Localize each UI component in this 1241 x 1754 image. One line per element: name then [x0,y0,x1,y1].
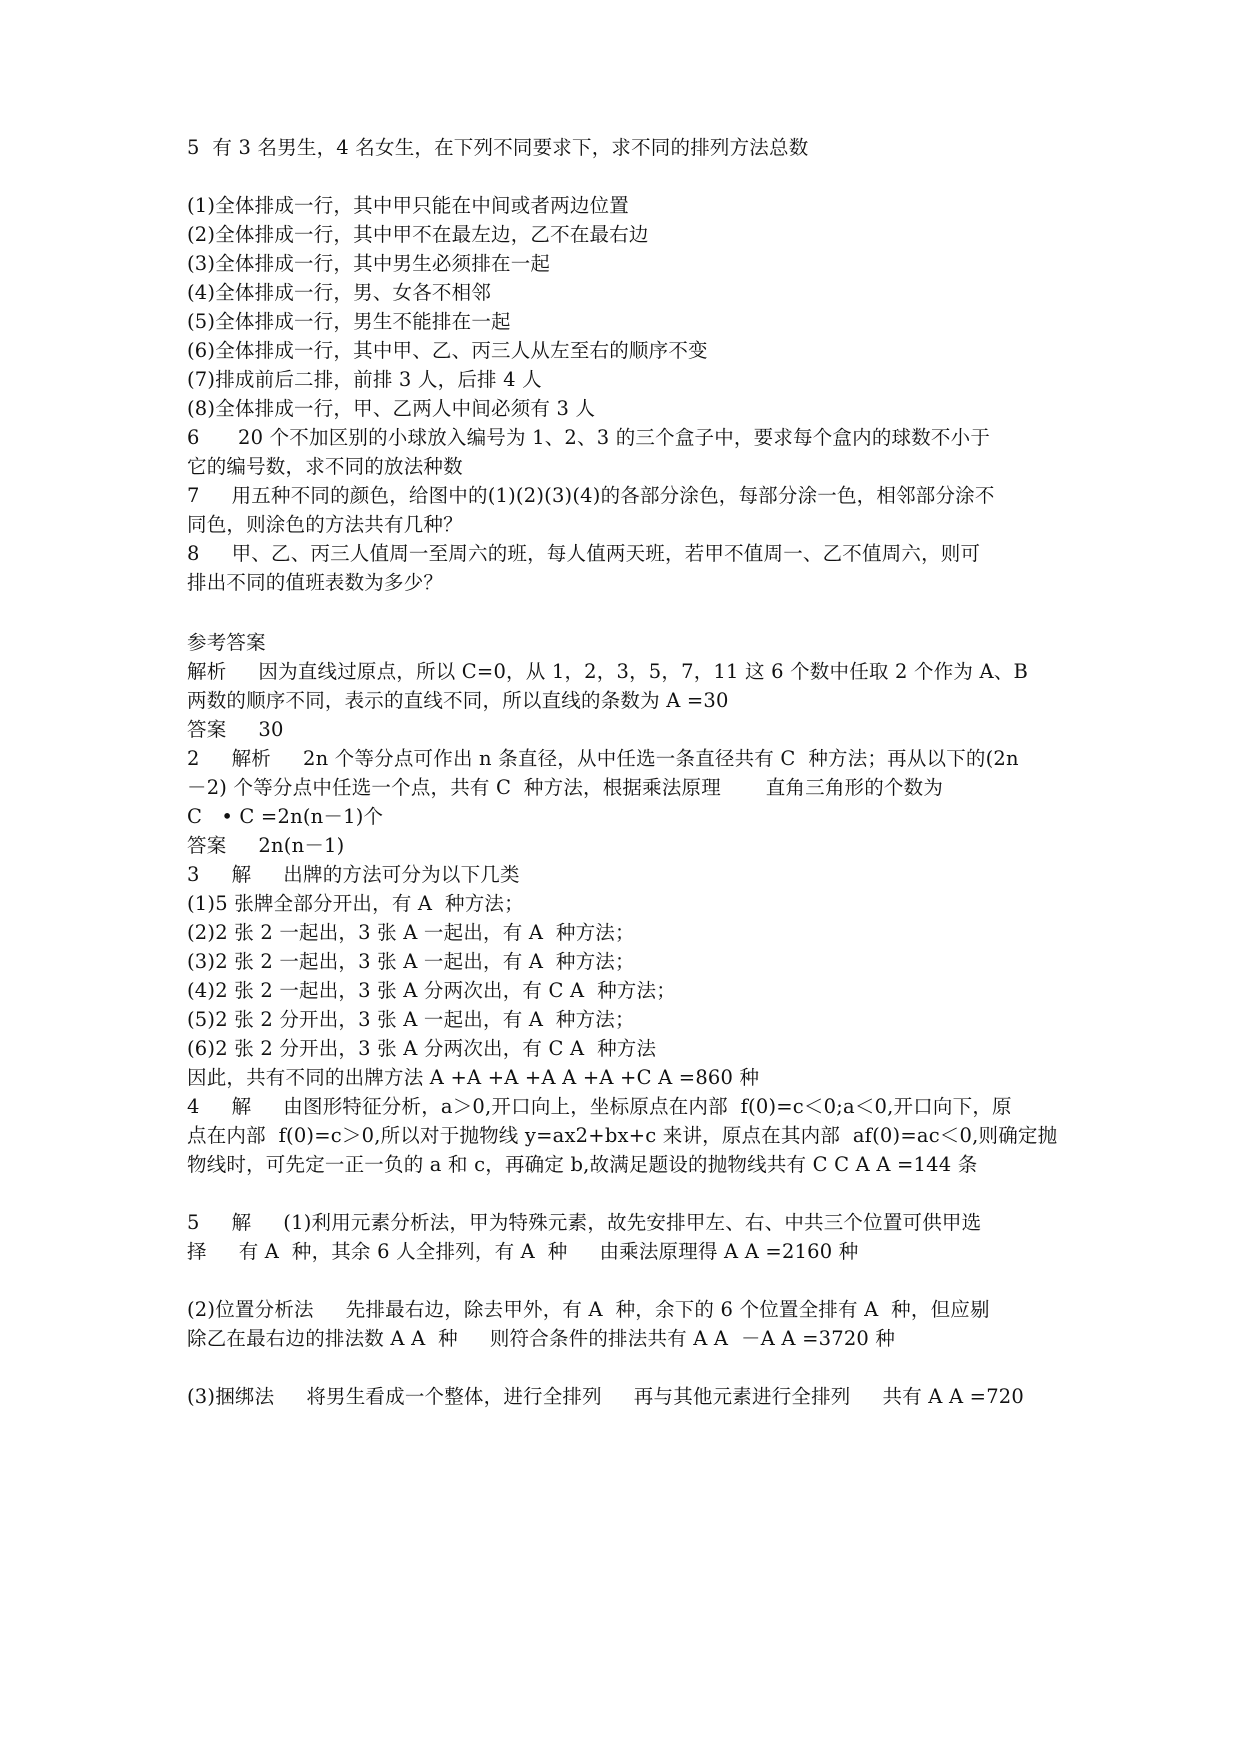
answer-5-part-3-line-1: (3)捆绑法 将男生看成一个整体，进行全排列 再与其他元素进行全排列 共有 A A =720 [187,1385,1025,1408]
answer-1-line-1: 解析 因为直线过原点，所以 C=0，从 1，2，3，5，7，11 这 6 个数中任取 2 个作为 A、B [187,660,1029,683]
problem-5-item-8: (8)全体排成一行，甲、乙两人中间必须有 3 人 [187,397,596,420]
problem-8-line-2: 排出不同的值班表数为多少？ [187,571,444,594]
problem-5-item-4: (4)全体排成一行，男、女各不相邻 [187,281,492,304]
answer-3-line-1: 3 解 出牌的方法可分为以下几类 [187,863,520,886]
problem-5-item-2: (2)全体排成一行，其中甲不在最左边，乙不在最右边 [187,223,649,246]
answer-3-case-2: (2)2 张 2 一起出，3 张 A 一起出，有 A 种方法； [187,921,635,944]
answer-3-case-1: (1)5 张牌全部分开出，有 A 种方法； [187,892,524,915]
answer-3-case-4: (4)2 张 2 一起出，3 张 A 分两次出，有 C A 种方法； [187,979,676,1002]
answer-5-part-1-line-1: 5 解 (1)利用元素分析法，甲为特殊元素，故先安排甲左、右、中共三个位置可供甲选 [187,1211,982,1234]
answer-1-line-2: 两数的顺序不同，表示的直线不同，所以直线的条数为 A =30 [187,689,729,712]
answer-3-case-5: (5)2 张 2 分开出，3 张 A 一起出，有 A 种方法； [187,1008,635,1031]
answer-3-case-6: (6)2 张 2 分开出，3 张 A 分两次出，有 C A 种方法 [187,1037,657,1060]
answer-2-line-1: 2 解析 2n 个等分点可作出 n 条直径，从中任选一条直径共有 C 种方法；再从以下的(2n [187,747,1019,770]
problem-6-line-2: 它的编号数，求不同的放法种数 [187,455,463,478]
problem-8-line-1: 8 甲、乙、丙三人值周一至周六的班，每人值两天班，若甲不值周一、乙不值周六，则可 [187,542,981,565]
problem-5-item-1: (1)全体排成一行，其中甲只能在中间或者两边位置 [187,194,629,217]
answer-3-case-3: (3)2 张 2 一起出，3 张 A 一起出，有 A 种方法； [187,950,635,973]
problem-7-line-1: 7 用五种不同的颜色，给图中的(1)(2)(3)(4)的各部分涂色，每部分涂一色，相邻部分涂不 [187,484,995,507]
problem-5-item-3: (3)全体排成一行，其中男生必须排在一起 [187,252,551,275]
answer-4-line-2: 点在内部 f(0)=c＞0,所以对于抛物线 y=ax2+bx+c 来讲，原点在其内部 af(0)=ac＜0,则确定抛 [187,1124,1058,1147]
problem-7-line-2: 同色，则涂色的方法共有几种？ [187,513,463,536]
problem-5-title: 5 有 3 名男生，4 名女生，在下列不同要求下，求不同的排列方法总数 [187,136,809,159]
answer-2-line-3: C • C =2n(n－1)个 [187,805,384,828]
answer-4-line-1: 4 解 由图形特征分析，a＞0,开口向上，坐标原点在内部 f(0)=c＜0;a＜0,开口向下，原 [187,1095,1012,1118]
answers-heading: 参考答案 [187,631,266,654]
answer-5-part-1-line-2: 择 有 A 种，其余 6 人全排列，有 A 种 由乘法原理得 A A =2160 种 [187,1240,859,1263]
problem-6-line-1: 6 20 个不加区别的小球放入编号为 1、2、3 的三个盒子中，要求每个盒内的球数不小于 [187,426,991,449]
problem-5-item-5: (5)全体排成一行，男生不能排在一起 [187,310,511,333]
answer-2-result: 答案 2n(n－1) [187,834,345,857]
answer-3-result: 因此，共有不同的出牌方法 A +A +A +A A +A +C A =860 种 [187,1066,760,1089]
answer-5-part-2-line-2: 除乙在最右边的排法数 A A 种 则符合条件的排法共有 A A －A A =3720 种 [187,1327,896,1350]
problem-5-item-6: (6)全体排成一行，其中甲、乙、丙三人从左至右的顺序不变 [187,339,708,362]
answer-5-part-2-line-1: (2)位置分析法 先排最右边，除去甲外，有 A 种，余下的 6 个位置全排有 A 种，但应剔 [187,1298,990,1321]
problem-5-item-7: (7)排成前后二排，前排 3 人，后排 4 人 [187,368,542,391]
answer-1-result: 答案 30 [187,718,284,741]
answer-4-line-3: 物线时，可先定一正一负的 a 和 c，再确定 b,故满足题设的抛物线共有 C C A A =144 条 [187,1153,978,1176]
answer-2-line-2: －2) 个等分点中任选一个点，共有 C 种方法，根据乘法原理 直角三角形的个数为 [187,776,944,799]
